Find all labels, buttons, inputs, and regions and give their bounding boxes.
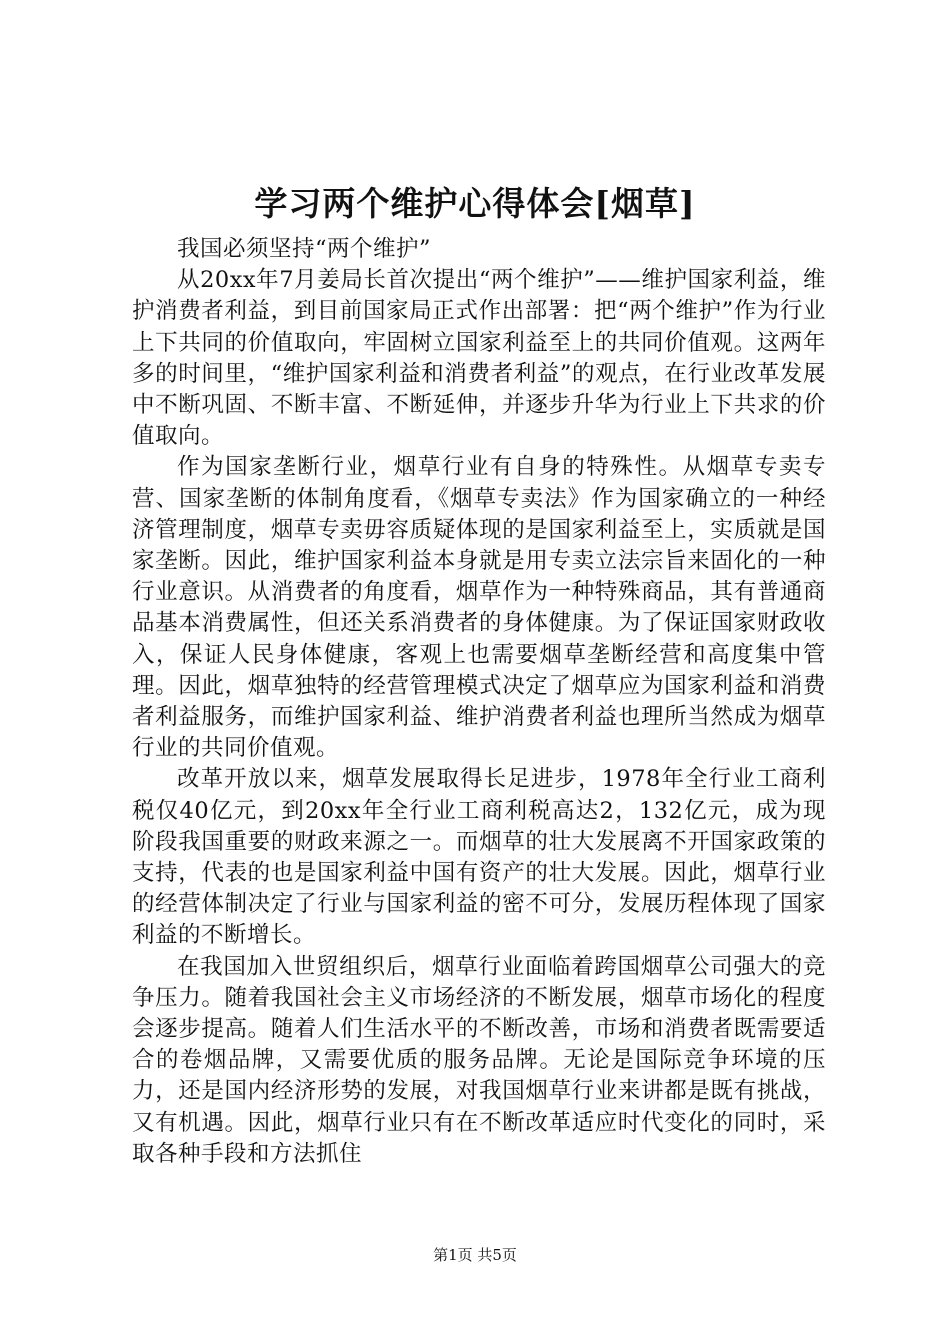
document-title: 学习两个维护心得体会[烟草]	[254, 184, 696, 223]
document-body	[132, 234, 826, 1170]
page-footer: 第1页 共5页	[433, 1246, 517, 1264]
paragraph: 从20xx年7月姜局长首次提出“两个维护”——维护国家利益，维护消费者利益，到目前国家局正式作出部署：把“两个维护”作为行业上下共同的价值取向，牢固树立国家利益至上的共同价值观。这两年多的时间里，“维护国家利益和消费者利益”的观点，在行业改革发展中不断巩固、不断丰富、不断延伸，并逐步升华为行业上下共求的价值取向。	[132, 267, 826, 450]
paragraph: 作为国家垄断行业，烟草行业有自身的特殊性。从烟草专卖专营、国家垄断的体制角度看，《烟草专卖法》作为国家确立的一种经济管理制度，烟草专卖毋容质疑体现的是国家利益至上，实质就是国家垄断。因此，维护国家利益本身就是用专卖立法宗旨来固化的一种行业意识。从消费者的角度看，烟草作为一种特殊商品，其有普通商品基本消费属性，但还关系消费者的身体健康。为了保证国家财政收入，保证人民身体健康，客观上也需要烟草垄断经营和高度集中管理。因此，烟草独特的经营管理模式决定了烟草应为国家利益和消费者利益服务，而维护国家利益、维护消费者利益也理所当然成为烟草行业的共同价值观。	[132, 454, 826, 762]
paragraph: 我国必须坚持“两个维护”	[177, 236, 432, 262]
paragraph: 在我国加入世贸组织后，烟草行业面临着跨国烟草公司强大的竞争压力。随着我国社会主义市场经济的不断发展，烟草市场化的程度会逐步提高。随着人们生活水平的不断改善，市场和消费者既需要适合的卷烟品牌，又需要优质的服务品牌。无论是国际竞争环境的压力，还是国内经济形势的发展，对我国烟草行业来讲都是既有挑战，又有机遇。因此，烟草行业只有在不断改革适应时代变化的同时，采取各种手段和方法抓住	[132, 953, 826, 1167]
paragraph: 改革开放以来，烟草发展取得长足进步，1978年全行业工商利税仅40亿元，到20xx年全行业工商利税高达2，132亿元，成为现阶段我国重要的财政来源之一。而烟草的壮大发展离不开国家政策的支持，代表的也是国家利益中国有资产的壮大发展。因此，烟草行业的经营体制决定了行业与国家利益的密不可分，发展历程体现了国家利益的不断增长。	[132, 766, 826, 949]
